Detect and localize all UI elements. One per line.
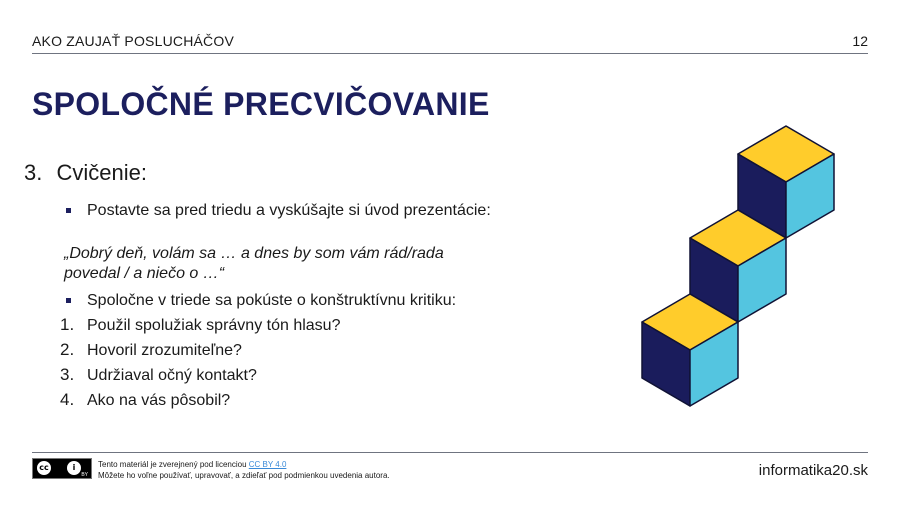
bullet-item [66, 200, 491, 221]
question-text: Ako na vás pôsobil? [87, 392, 231, 409]
section-label: Cvičenie: [56, 160, 147, 185]
question-text: Udržiaval očný kontakt? [87, 367, 257, 384]
question-item [60, 315, 340, 335]
question-text: Hovoril zrozumiteľne? [87, 342, 242, 359]
question-text: Použil spolužiak správny tón hlasu? [87, 317, 341, 334]
site-name: informatika20.sk [758, 462, 868, 479]
bullet-text: Spoločne v triede sa pokúste o konštruktívnu kritiku: [87, 292, 457, 309]
cc-by-label: BY [81, 472, 88, 478]
license-terms: Môžete ho voľne používať, upravovať, a zdieľať pod podmienkou uvedenia autora. [98, 471, 390, 480]
quote-text: „Dobrý deň, volám sa … a dnes by som vám rád/rada povedal / a niečo o …“ [64, 245, 444, 282]
stacked-cubes-icon [628, 118, 848, 408]
section-number: 3. [24, 160, 43, 185]
question-number: 4. [60, 390, 75, 409]
license-prefix: Tento materiál je zverejnený pod licenciou [98, 460, 249, 469]
license-link[interactable]: CC BY 4.0 [248, 460, 287, 469]
footer-divider [32, 452, 868, 453]
attribution-icon: i [67, 461, 81, 475]
slide-title: SPOLOČNÉ PRECVIČOVANIE [32, 86, 490, 122]
cc-license-badge [32, 458, 92, 479]
header-title: AKO ZAUJAŤ POSLUCHÁČOV [32, 33, 234, 49]
section-heading [24, 160, 147, 186]
question-number: 1. [60, 315, 75, 334]
bullet-square-icon [66, 208, 71, 213]
question-number: 3. [60, 365, 75, 384]
cc-icon: cc [37, 461, 51, 475]
question-item [60, 390, 230, 410]
bullet-square-icon [66, 298, 71, 303]
header-divider [32, 53, 868, 54]
bullet-item [66, 290, 486, 311]
page-number: 12 [852, 33, 868, 49]
question-number: 2. [60, 340, 75, 359]
question-item [60, 365, 257, 385]
question-item [60, 340, 242, 360]
license-note [98, 459, 390, 481]
bullet-text: Postavte sa pred triedu a vyskúšajte si úvod prezentácie: [87, 202, 491, 219]
